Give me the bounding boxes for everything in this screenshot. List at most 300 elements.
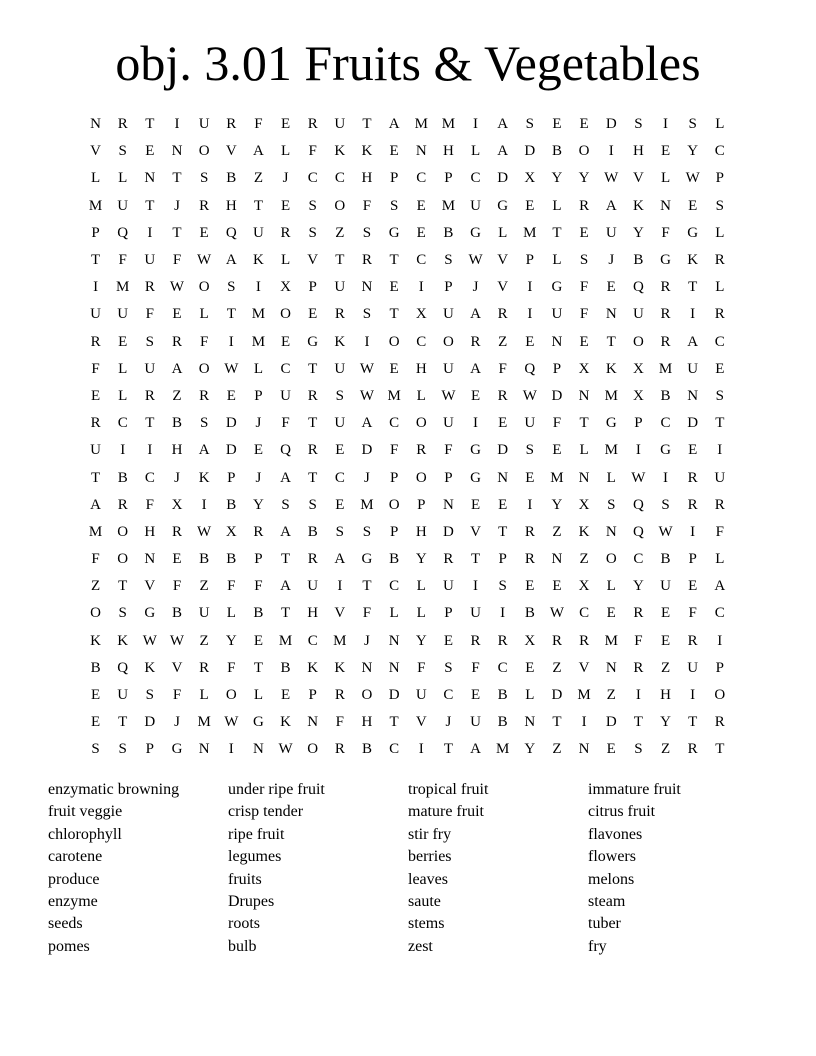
- grid-letter: O: [388, 333, 400, 350]
- grid-letter: F: [362, 605, 372, 622]
- word-bank-item: melons: [588, 870, 635, 888]
- grid-letter: R: [90, 333, 101, 350]
- word-bank: [48, 779, 788, 958]
- grid-letter: O: [198, 143, 210, 160]
- grid-letter: C: [714, 333, 725, 350]
- grid-letter: E: [389, 143, 399, 160]
- grid-letter: V: [497, 252, 509, 269]
- grid-letter: U: [334, 415, 346, 432]
- grid-letter: G: [660, 252, 671, 269]
- grid-letter: N: [578, 387, 590, 404]
- grid-letter: A: [171, 360, 183, 377]
- grid-letter: R: [334, 687, 345, 704]
- grid-letter: C: [660, 415, 671, 432]
- grid-letter: S: [362, 224, 372, 241]
- grid-letter: S: [227, 279, 236, 296]
- grid-letter: F: [362, 197, 372, 214]
- grid-letter: D: [551, 387, 563, 404]
- grid-letter: B: [226, 170, 237, 187]
- grid-letter: E: [199, 224, 209, 241]
- grid-letter: D: [442, 523, 454, 540]
- word-bank-item: flowers: [588, 848, 636, 866]
- grid-letter: R: [687, 496, 698, 513]
- grid-letter: U: [144, 360, 156, 377]
- grid-letter: P: [308, 687, 317, 704]
- grid-letter: W: [359, 360, 375, 377]
- word-bank-item: citrus fruit: [588, 803, 656, 821]
- grid-row: [82, 220, 734, 247]
- grid-letter: P: [715, 170, 724, 187]
- grid-letter: X: [632, 360, 644, 377]
- grid-letter: R: [307, 551, 318, 568]
- grid-letter: P: [227, 469, 236, 486]
- grid-letter: E: [579, 224, 589, 241]
- grid-letter: W: [631, 469, 646, 486]
- grid-letter: U: [144, 252, 156, 269]
- grid-letter: G: [307, 333, 319, 350]
- grid-letter: K: [144, 659, 156, 676]
- grid-letter: N: [605, 306, 617, 323]
- grid-letter: P: [498, 551, 507, 568]
- grid-letter: F: [145, 306, 155, 323]
- grid-letter: C: [334, 469, 345, 486]
- grid-letter: L: [525, 687, 535, 704]
- grid-letter: R: [524, 551, 535, 568]
- grid-letter: L: [118, 387, 128, 404]
- grid-letter: K: [361, 143, 373, 160]
- grid-letter: P: [254, 551, 263, 568]
- grid-letter: Z: [498, 333, 508, 350]
- grid-letter: I: [690, 306, 696, 323]
- grid-letter: G: [171, 741, 183, 758]
- grid-letter: O: [334, 197, 346, 214]
- grid-letter: F: [498, 360, 507, 377]
- grid-letter: H: [660, 687, 671, 704]
- word-bank-item: fruits: [228, 870, 262, 888]
- grid-letter: U: [605, 224, 617, 241]
- grid-letter: K: [90, 632, 101, 649]
- grid-letter: M: [550, 469, 564, 486]
- grid-letter: U: [90, 306, 101, 323]
- grid-letter: C: [117, 415, 128, 432]
- grid-letter: Q: [280, 442, 291, 459]
- grid-letter: H: [144, 523, 156, 540]
- grid-letter: R: [579, 632, 590, 649]
- grid-letter: N: [252, 741, 264, 758]
- grid-letter: C: [307, 170, 318, 187]
- grid-letter: E: [525, 469, 535, 486]
- grid-letter: U: [524, 415, 536, 432]
- grid-letter: R: [660, 306, 671, 323]
- grid-letter: T: [308, 415, 318, 432]
- grid-letter: U: [280, 387, 291, 404]
- grid-letter: W: [441, 387, 456, 404]
- grid-letter: L: [280, 143, 291, 160]
- grid-letter: T: [308, 469, 318, 486]
- grid-letter: W: [468, 252, 483, 269]
- grid-letter: F: [661, 224, 670, 241]
- grid-letter: N: [388, 632, 400, 649]
- grid-letter: U: [687, 659, 699, 676]
- grid-letter: E: [90, 387, 101, 404]
- grid-letter: J: [364, 632, 370, 649]
- grid-letter: W: [278, 741, 293, 758]
- grid-letter: A: [470, 306, 481, 323]
- grid-letter: C: [389, 741, 400, 758]
- grid-letter: Z: [199, 632, 209, 649]
- grid-letter: T: [172, 224, 182, 241]
- grid-letter: E: [253, 632, 263, 649]
- grid-letter: V: [144, 578, 156, 595]
- grid-letter: C: [280, 360, 291, 377]
- grid-letter: K: [334, 659, 346, 676]
- word-bank-item: stir fry: [408, 825, 452, 843]
- grid-letter: L: [226, 605, 236, 622]
- grid-letter: E: [525, 197, 535, 214]
- grid-letter: E: [308, 306, 318, 323]
- grid-row: [82, 410, 734, 437]
- grid-row: [82, 682, 734, 709]
- grid-letter: T: [308, 360, 318, 377]
- grid-letter: R: [524, 523, 535, 540]
- grid-letter: R: [117, 116, 128, 133]
- grid-letter: I: [228, 741, 234, 758]
- grid-row: [82, 383, 734, 410]
- grid-letter: Q: [632, 523, 644, 540]
- grid-letter: T: [579, 415, 589, 432]
- grid-letter: S: [525, 442, 534, 459]
- grid-letter: A: [198, 442, 210, 459]
- grid-letter: X: [632, 387, 644, 404]
- grid-letter: S: [444, 252, 453, 269]
- grid-letter: G: [388, 224, 400, 241]
- word-bank-item: enzyme: [48, 892, 98, 910]
- grid-letter: I: [690, 687, 696, 704]
- grid-letter: S: [579, 252, 589, 269]
- grid-letter: T: [145, 197, 155, 214]
- grid-letter: R: [497, 632, 508, 649]
- grid-letter: U: [714, 469, 726, 486]
- grid-row: [82, 492, 734, 519]
- grid-letter: S: [199, 415, 209, 432]
- grid-letter: S: [145, 333, 155, 350]
- grid-letter: B: [660, 387, 671, 404]
- grid-letter: G: [361, 551, 373, 568]
- grid-letter: Q: [117, 659, 129, 676]
- grid-letter: N: [578, 741, 590, 758]
- grid-letter: F: [417, 659, 426, 676]
- grid-letter: L: [606, 469, 616, 486]
- grid-letter: E: [688, 578, 698, 595]
- grid-letter: S: [308, 224, 317, 241]
- grid-letter: K: [578, 523, 590, 540]
- grid-letter: S: [199, 170, 209, 187]
- grid-letter: H: [171, 442, 183, 459]
- grid-letter: A: [280, 469, 291, 486]
- grid-letter: H: [361, 714, 373, 731]
- grid-letter: R: [660, 333, 671, 350]
- grid-letter: L: [280, 252, 291, 269]
- grid-letter: R: [714, 496, 725, 513]
- grid-letter: U: [90, 442, 101, 459]
- grid-letter: R: [199, 659, 210, 676]
- grid-letter: R: [687, 469, 698, 486]
- grid-letter: G: [470, 469, 481, 486]
- word-bank-item: stems: [408, 915, 445, 933]
- grid-letter: O: [605, 551, 617, 568]
- grid-letter: E: [525, 659, 535, 676]
- grid-letter: S: [91, 741, 100, 758]
- grid-letter: Z: [552, 659, 562, 676]
- grid-letter: L: [660, 170, 671, 187]
- grid-letter: H: [442, 143, 454, 160]
- grid-letter: J: [445, 714, 452, 731]
- grid-letter: E: [579, 333, 589, 350]
- grid-letter: H: [361, 170, 373, 187]
- grid-letter: R: [361, 252, 372, 269]
- grid-letter: R: [443, 551, 454, 568]
- grid-letter: F: [308, 143, 317, 160]
- grid-letter: F: [145, 496, 155, 513]
- grid-letter: S: [715, 197, 724, 214]
- grid-letter: I: [635, 687, 641, 704]
- grid-letter: S: [634, 741, 643, 758]
- grid-letter: N: [497, 469, 509, 486]
- grid-letter: P: [254, 387, 263, 404]
- grid-letter: U: [252, 224, 264, 241]
- grid-letter: U: [551, 306, 563, 323]
- grid-letter: O: [714, 687, 726, 704]
- grid-letter: E: [606, 279, 616, 296]
- grid-letter: B: [497, 687, 508, 704]
- grid-letter: C: [416, 252, 427, 269]
- grid-letter: U: [687, 360, 699, 377]
- grid-letter: I: [663, 116, 669, 133]
- grid-letter: I: [527, 279, 533, 296]
- grid-row: [82, 519, 734, 546]
- grid-letter: T: [688, 714, 698, 731]
- grid-letter: L: [389, 605, 399, 622]
- grid-letter: N: [551, 551, 563, 568]
- grid-letter: Q: [225, 224, 237, 241]
- grid-letter: T: [90, 469, 101, 486]
- grid-letter: M: [387, 387, 401, 404]
- grid-letter: R: [660, 279, 671, 296]
- grid-letter: W: [197, 523, 212, 540]
- grid-letter: D: [687, 415, 699, 432]
- grid-letter: U: [442, 578, 454, 595]
- grid-letter: Q: [524, 360, 536, 377]
- grid-letter: V: [334, 605, 346, 622]
- grid-letter: L: [715, 116, 725, 133]
- grid-letter: C: [497, 659, 508, 676]
- grid-letter: H: [415, 360, 427, 377]
- grid-letter: W: [658, 523, 673, 540]
- grid-letter: M: [251, 306, 266, 323]
- grid-letter: Z: [172, 387, 182, 404]
- grid-letter: B: [253, 605, 264, 622]
- grid-letter: J: [472, 279, 479, 296]
- grid-letter: M: [604, 632, 618, 649]
- grid-letter: E: [145, 143, 155, 160]
- grid-letter: G: [687, 224, 699, 241]
- grid-letter: K: [605, 360, 617, 377]
- grid-letter: U: [198, 605, 210, 622]
- grid-letter: U: [117, 197, 129, 214]
- grid-letter: U: [307, 578, 319, 595]
- grid-letter: D: [551, 687, 563, 704]
- grid-letter: T: [90, 252, 101, 269]
- grid-letter: R: [633, 605, 644, 622]
- grid-letter: T: [389, 252, 399, 269]
- grid-letter: I: [527, 306, 533, 323]
- word-bank-item: enzymatic browning: [48, 781, 180, 798]
- grid-letter: R: [280, 224, 291, 241]
- grid-letter: W: [604, 170, 619, 187]
- grid-letter: I: [473, 116, 479, 133]
- grid-row: [82, 573, 734, 600]
- grid-row: [82, 736, 734, 763]
- grid-letter: U: [198, 116, 210, 133]
- grid-letter: T: [335, 252, 345, 269]
- grid-letter: G: [497, 197, 509, 214]
- grid-letter: C: [579, 605, 590, 622]
- grid-letter: P: [417, 496, 426, 513]
- grid-letter: K: [632, 197, 644, 214]
- grid-letter: E: [280, 687, 291, 704]
- grid-letter: I: [147, 224, 153, 241]
- grid-letter: V: [470, 523, 481, 540]
- grid-letter: E: [660, 605, 671, 622]
- grid-letter: S: [607, 496, 616, 513]
- grid-letter: U: [334, 116, 346, 133]
- grid-letter: P: [389, 170, 399, 187]
- grid-letter: M: [658, 360, 673, 377]
- grid-letter: R: [253, 523, 264, 540]
- grid-letter: J: [255, 469, 262, 486]
- grid-letter: W: [197, 252, 212, 269]
- grid-letter: V: [307, 252, 319, 269]
- grid-letter: J: [608, 252, 615, 269]
- grid-letter: X: [524, 632, 536, 649]
- grid-letter: R: [416, 442, 427, 459]
- word-bank-item: seeds: [48, 915, 83, 933]
- grid-letter: T: [253, 659, 263, 676]
- grid-letter: T: [280, 605, 291, 622]
- grid-row: [82, 138, 734, 165]
- grid-letter: L: [715, 551, 725, 568]
- grid-letter: U: [117, 687, 129, 704]
- grid-letter: R: [307, 442, 318, 459]
- grid-letter: I: [201, 496, 207, 513]
- grid-letter: T: [118, 578, 128, 595]
- grid-letter: Z: [579, 551, 589, 568]
- grid-letter: L: [498, 224, 508, 241]
- grid-letter: A: [497, 116, 509, 133]
- grid-letter: P: [688, 551, 697, 568]
- grid-letter: N: [524, 714, 536, 731]
- grid-letter: E: [525, 578, 535, 595]
- grid-letter: L: [416, 578, 426, 595]
- grid-letter: I: [337, 578, 343, 595]
- grid-letter: F: [199, 333, 209, 350]
- grid-letter: E: [579, 116, 589, 133]
- grid-letter: U: [415, 687, 427, 704]
- grid-letter: N: [171, 143, 183, 160]
- grid-letter: V: [171, 659, 183, 676]
- grid-letter: T: [470, 551, 481, 568]
- grid-letter: R: [307, 387, 318, 404]
- grid-letter: B: [117, 469, 128, 486]
- grid-letter: K: [307, 659, 319, 676]
- grid-row: [82, 329, 734, 356]
- grid-letter: E: [552, 116, 562, 133]
- grid-letter: Y: [415, 551, 427, 568]
- grid-letter: S: [661, 496, 670, 513]
- grid-letter: V: [90, 143, 101, 160]
- grid-letter: I: [527, 496, 533, 513]
- grid-letter: Y: [660, 714, 671, 731]
- grid-letter: P: [444, 279, 453, 296]
- grid-letter: U: [660, 578, 671, 595]
- grid-letter: C: [307, 632, 318, 649]
- word-bank-item: Drupes: [228, 892, 275, 910]
- grid-letter: I: [147, 442, 153, 459]
- grid-letter: F: [552, 415, 562, 432]
- grid-letter: H: [225, 197, 237, 214]
- grid-letter: V: [632, 170, 644, 187]
- grid-letter: A: [252, 143, 264, 160]
- grid-letter: L: [118, 360, 128, 377]
- grid-letter: J: [174, 469, 180, 486]
- grid-letter: S: [118, 605, 127, 622]
- grid-row: [82, 165, 734, 192]
- grid-letter: T: [443, 741, 453, 758]
- grid-letter: S: [308, 496, 317, 513]
- grid-letter: F: [715, 523, 724, 540]
- grid-letter: R: [334, 306, 345, 323]
- grid-letter: D: [225, 442, 237, 459]
- grid-letter: E: [470, 687, 481, 704]
- grid-letter: I: [581, 714, 587, 731]
- grid-letter: E: [389, 360, 399, 377]
- grid-letter: F: [172, 578, 182, 595]
- grid-letter: S: [308, 197, 317, 214]
- grid-row: [82, 709, 734, 736]
- grid-letter: B: [171, 415, 182, 432]
- grid-letter: I: [608, 143, 614, 160]
- grid-letter: F: [172, 687, 182, 704]
- grid-letter: J: [255, 415, 262, 432]
- grid-letter: W: [142, 632, 157, 649]
- grid-letter: S: [335, 523, 344, 540]
- grid-letter: F: [471, 659, 480, 676]
- grid-letter: X: [415, 306, 427, 323]
- grid-letter: M: [604, 387, 618, 404]
- grid-letter: H: [632, 143, 644, 160]
- grid-row: [82, 600, 734, 627]
- grid-letter: N: [144, 170, 156, 187]
- grid-letter: F: [634, 632, 643, 649]
- word-bank-item: under ripe fruit: [228, 781, 325, 798]
- grid-letter: M: [577, 687, 591, 704]
- grid-letter: K: [280, 714, 291, 731]
- grid-letter: F: [254, 578, 263, 595]
- grid-letter: E: [606, 605, 616, 622]
- grid-letter: G: [470, 224, 481, 241]
- grid-letter: F: [688, 605, 697, 622]
- grid-letter: S: [498, 578, 507, 595]
